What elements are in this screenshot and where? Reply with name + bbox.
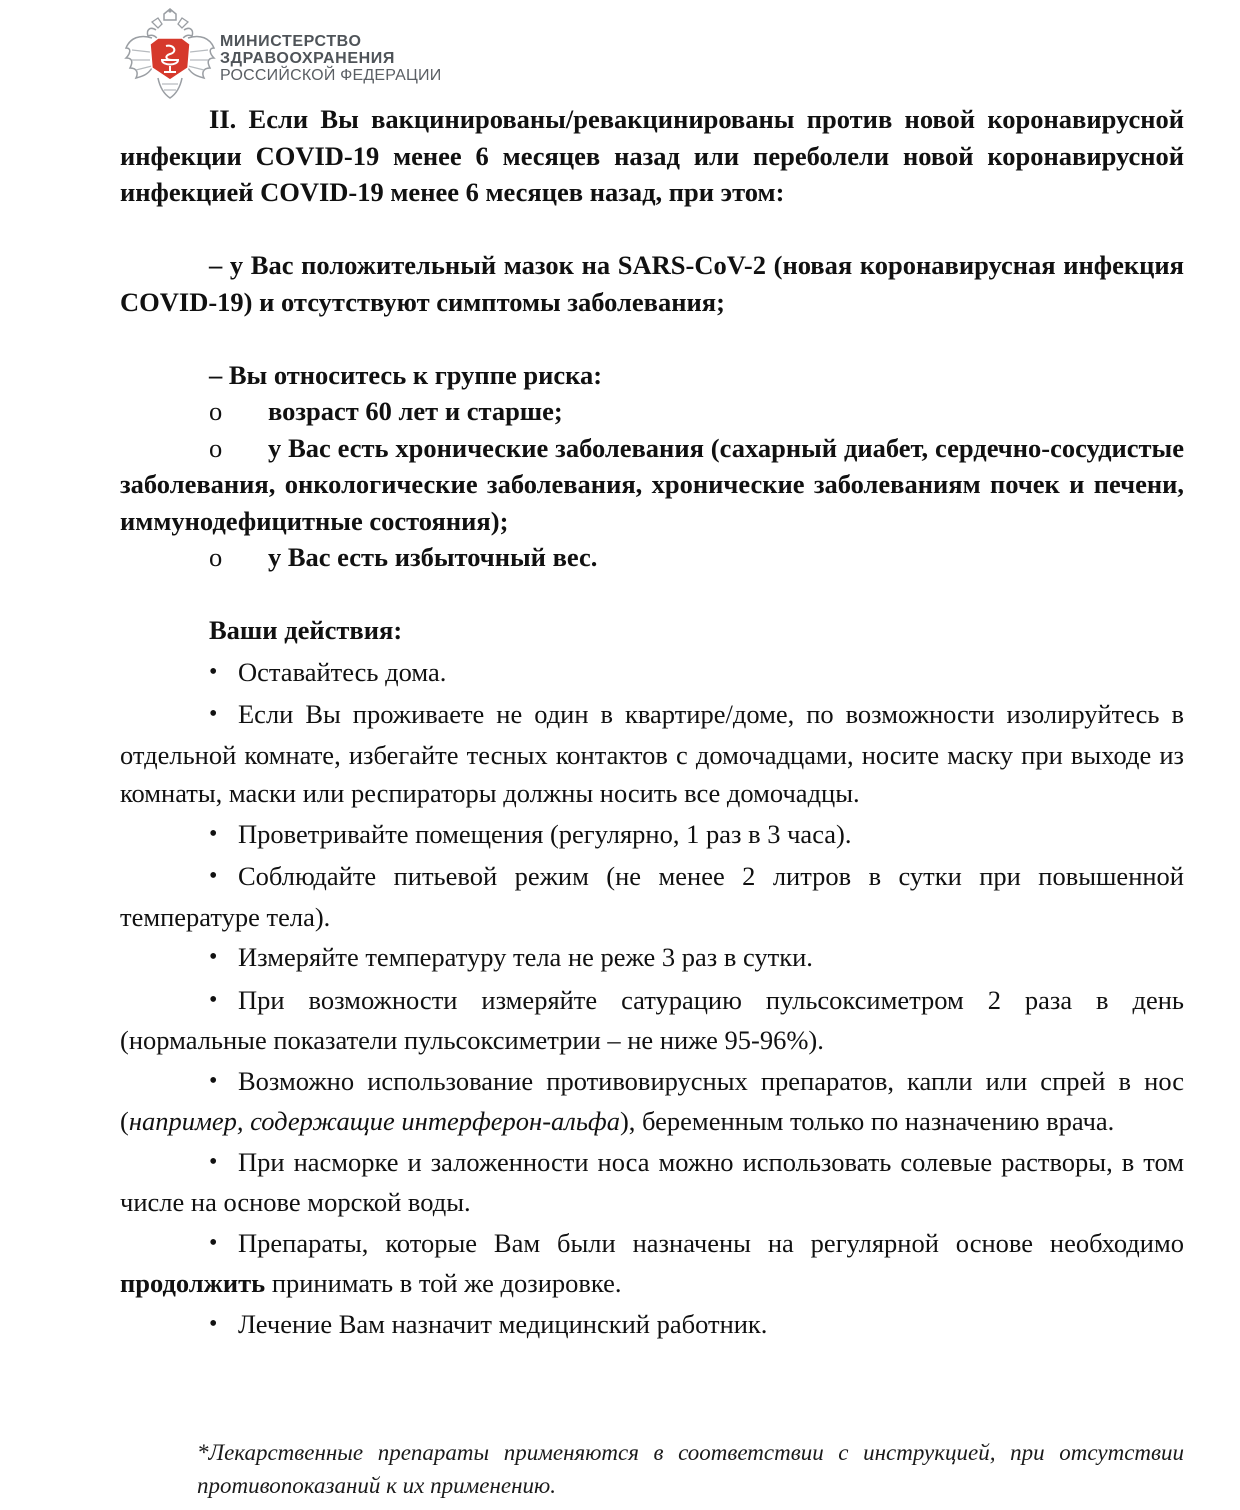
actions-title: Ваши действия: xyxy=(209,615,403,645)
document-body xyxy=(120,101,1184,1347)
ministry-header xyxy=(122,8,441,102)
risk-item xyxy=(120,539,1184,576)
action-item-text: Оставайтесь дома. xyxy=(238,656,447,687)
action-item-text: Препараты, которые Вам были назначены на регулярной основе необходимо xyxy=(238,1227,1184,1258)
action-item xyxy=(120,653,1184,694)
action-item-text: Возможно использование противовирусных препаратов, капли или спрей в нос ( xyxy=(120,1065,1184,1136)
footnote: *Лекарственные препараты применяются в соответствии с инструкцией, при отсутствии противопоказаний к их применению. xyxy=(197,1440,1184,1498)
action-item-text: При насморке и заложенности носа можно использовать солевые растворы, в том числе на основе морской воды. xyxy=(120,1146,1184,1217)
risk-item-text: у Вас есть избыточный вес. xyxy=(268,542,598,572)
action-item-italic-example: например, содержащие интерферон-альфа xyxy=(128,1106,620,1136)
risk-item xyxy=(120,393,1184,430)
action-item-text: При возможности измеряйте сатурацию пульсоксиметром 2 раза в день (нормальные показатели пульсоксиметрии – не ниже 95-96%). xyxy=(120,984,1184,1055)
ministry-name-line1: МИНИСТЕРСТВО xyxy=(220,32,362,50)
circle-bullet-icon: o xyxy=(209,396,223,426)
bullet-icon: • xyxy=(209,658,218,685)
bullet-icon: • xyxy=(209,820,218,847)
ministry-name-line2: ЗДРАВООХРАНЕНИЯ xyxy=(220,49,395,67)
action-item xyxy=(120,1305,1184,1346)
bullet-icon: • xyxy=(209,701,218,727)
bullet-icon: • xyxy=(209,1148,218,1175)
action-item xyxy=(120,857,1184,936)
action-item xyxy=(120,815,1184,856)
action-item-text: принимать в той же дозировке. xyxy=(265,1268,622,1298)
condition-risk-group: – Вы относитесь к группе риска: xyxy=(209,359,603,390)
ministry-name xyxy=(220,33,441,84)
risk-item xyxy=(120,430,1184,540)
condition-positive-swab: – у Вас положительный мазок на SARS-CoV-2 (новая коронавирусная инфекция COVID-19) и отсутствуют симптомы заболевания; xyxy=(120,250,1184,317)
action-item xyxy=(120,1143,1184,1222)
action-item xyxy=(120,1224,1184,1303)
action-item-text: Проветривайте помещения (регулярно, 1 раз в 3 часа). xyxy=(238,818,852,849)
circle-bullet-icon: o xyxy=(209,432,223,463)
section-heading: II. Если Вы вакцинированы/ревакцинированы против новой коронавирусной инфекции COVID-19 менее 6 месяцев назад или переболели новой коронавирусной инфекцией COVID-19 менее 6 месяцев назад, при этом: xyxy=(120,104,1184,207)
bullet-icon: • xyxy=(209,944,218,970)
bullet-icon: • xyxy=(209,1229,218,1256)
bullet-icon: • xyxy=(209,1067,218,1094)
circle-bullet-icon: o xyxy=(209,542,223,572)
action-item xyxy=(120,1062,1184,1141)
action-item xyxy=(120,938,1184,979)
action-item-text: Измеряйте температуру тела не реже 3 раз в сутки. xyxy=(238,942,813,972)
action-item xyxy=(120,981,1184,1060)
coat-of-arms-icon xyxy=(122,8,218,102)
action-item-text: Соблюдайте питьевой режим (не менее 2 литров в сутки при повышенной температуре тела). xyxy=(120,861,1184,932)
bullet-icon: • xyxy=(209,1310,218,1337)
ministry-name-line3: РОССИЙСКОЙ ФЕДЕРАЦИИ xyxy=(220,66,442,84)
action-item-text: Если Вы проживаете не один в квартире/доме, по возможности изолируйтесь в отдельной комнате, избегайте тесных контактов с домочадцами, носите маску при выходе из комнаты, маски или респираторы должны носить все домочадцы. xyxy=(120,699,1184,808)
bullet-icon: • xyxy=(209,863,218,889)
bullet-icon: • xyxy=(209,986,218,1013)
action-item xyxy=(120,695,1184,813)
risk-item-text: возраст 60 лет и старше; xyxy=(268,396,563,426)
action-item-text: Лечение Вам назначит медицинский работник. xyxy=(238,1308,768,1339)
action-item-text: ), беременным только по назначению врача. xyxy=(619,1106,1115,1136)
risk-item-text: у Вас есть хронические заболевания (сахарный диабет, сердечно-сосудистые заболевания, онкологические заболевания, хронические заболеваниям почек и печени, иммунодефицитные состояния); xyxy=(120,432,1184,536)
action-item-emphasis: продолжить xyxy=(120,1268,266,1298)
